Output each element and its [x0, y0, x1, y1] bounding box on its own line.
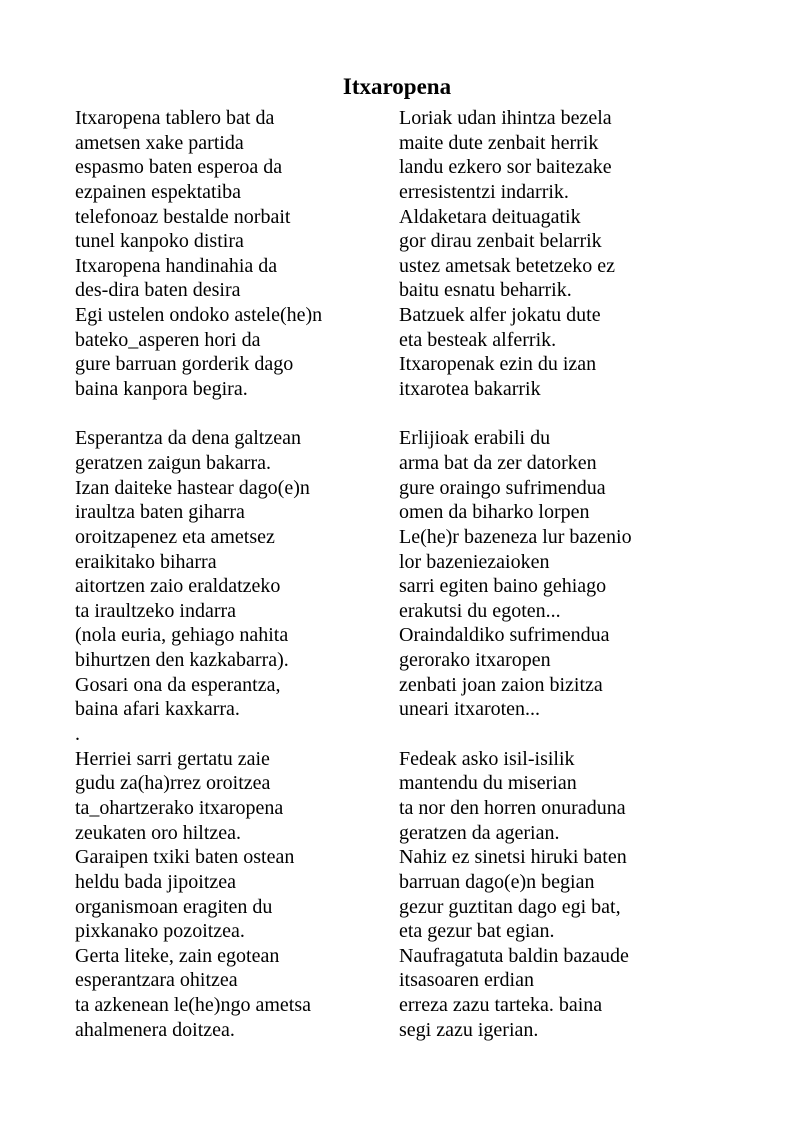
- poem-line: tunel kanpoko distira: [75, 230, 244, 253]
- poem-line: gure oraingo sufrimendua: [399, 476, 606, 499]
- poem-line: gure barruan gorderik dago: [75, 353, 294, 376]
- poem-line: itxarotea bakarrik: [399, 378, 541, 401]
- poem-line: Le(he)r bazeneza lur bazenio: [399, 525, 632, 548]
- poem-columns: [75, 106, 789, 1042]
- poem-line: Nahiz ez sinetsi hiruki baten: [399, 846, 627, 869]
- poem-line: ta azkenean le(he)ngo ametsa: [75, 994, 311, 1017]
- poem-line: iraultza baten giharra: [75, 501, 245, 524]
- poem-column-left: [75, 106, 399, 1042]
- poem-line: geratzen da agerian.: [399, 821, 560, 844]
- poem-title: Itxaropena: [342, 74, 452, 99]
- poem-line: omen da biharko lorpen: [399, 501, 590, 524]
- poem-line: [399, 722, 789, 747]
- poem-line: ta_ohartzerako itxaropena: [75, 796, 284, 819]
- poem-line: ustez ametsak betetzeko ez: [399, 254, 615, 277]
- poem-line: gezur guztitan dago egi bat,: [399, 895, 621, 918]
- poem-line: gerorako itxaropen: [399, 649, 551, 672]
- poem-line: Loriak udan ihintza bezela: [399, 107, 612, 129]
- poem-line: ametsen xake partida: [75, 131, 244, 154]
- poem-line: sarri egiten baino gehiago: [399, 575, 607, 598]
- poem-column-right: [399, 106, 789, 1042]
- poem-line: aitortzen zaio eraldatzeko: [75, 575, 281, 598]
- poem-line: Esperantza da dena galtzean: [75, 427, 301, 450]
- poem-line: Itxaropena tablero bat da: [75, 107, 275, 129]
- poem-line: barruan dago(e)n begian: [399, 870, 595, 893]
- poem-line: itsasoaren erdian: [399, 969, 534, 992]
- poem-line: Garaipen txiki baten ostean: [75, 846, 295, 869]
- poem-line: pixkanako pozoitzea.: [75, 920, 245, 943]
- poem-line: Batzuek alfer jokatu dute: [399, 304, 601, 327]
- poem-line: erreza zazu tarteka. baina: [399, 994, 603, 1017]
- poem-line: bihurtzen den kazkabarra).: [75, 649, 289, 672]
- poem-line: Izan daiteke hastear dago(e)n: [75, 476, 310, 499]
- poem-line: .: [75, 723, 80, 746]
- poem-line: ezpainen espektatiba: [75, 180, 242, 203]
- poem-line: ta nor den horren onuraduna: [399, 796, 626, 819]
- poem-line: maite dute zenbait herrik: [399, 131, 599, 154]
- poem-line: geratzen zaigun bakarra.: [75, 451, 271, 474]
- poem-line: Itxaropenak ezin du izan: [399, 353, 597, 376]
- poem-line: oroitzapenez eta ametsez: [75, 525, 275, 548]
- poem-line: Oraindaldiko sufrimendua: [399, 624, 610, 647]
- poem-line: ta iraultzeko indarra: [75, 599, 237, 622]
- poem-line: bateko_asperen hori da: [75, 328, 261, 351]
- poem-line: Naufragatuta baldin bazaude: [399, 944, 629, 967]
- poem-line: Gosari ona da esperantza,: [75, 673, 281, 696]
- poem-line: landu ezkero sor baitezake: [399, 156, 612, 179]
- poem-line: esperantzara ohitzea: [75, 969, 238, 992]
- poem-line: eraikitako biharra: [75, 550, 217, 573]
- poem-line: Itxaropena handinahia da: [75, 254, 278, 277]
- poem-line: erresistentzi indarrik.: [399, 180, 569, 203]
- poem-line: [399, 402, 789, 427]
- poem-line: uneari itxaroten...: [399, 698, 541, 721]
- poem-line: zeukaten oro hiltzea.: [75, 821, 242, 844]
- poem-line: eta besteak alferrik.: [399, 328, 557, 351]
- poem-line: baina kanpora begira.: [75, 378, 248, 401]
- poem-line: mantendu du miserian: [399, 772, 577, 795]
- poem-line: Gerta liteke, zain egotean: [75, 944, 280, 967]
- poem-line: zenbati joan zaion bizitza: [399, 673, 603, 696]
- poem-line: Erlijioak erabili du: [399, 427, 551, 450]
- poem-line: baitu esnatu beharrik.: [399, 279, 572, 302]
- poem-line: Egi ustelen ondoko astele(he)n: [75, 304, 323, 327]
- poem-line: gudu za(ha)rrez oroitzea: [75, 772, 271, 795]
- poem-line: erakutsi du egoten...: [399, 599, 561, 622]
- poem-line: espasmo baten esperoa da: [75, 156, 283, 179]
- poem-line: eta gezur bat egian.: [399, 920, 555, 943]
- poem-line: segi zazu igerian.: [399, 1018, 539, 1041]
- poem-line: Herriei sarri gertatu zaie: [75, 747, 270, 770]
- poem-line: heldu bada jipoitzea: [75, 870, 237, 893]
- poem-line: Aldaketara deituagatik: [399, 205, 581, 228]
- poem-line: telefonoaz bestalde norbait: [75, 205, 291, 228]
- poem-line: Fedeak asko isil-isilik: [399, 747, 575, 770]
- poem-line: lor bazeniezaioken: [399, 550, 550, 573]
- poem-line: ahalmenera doitzea.: [75, 1018, 235, 1041]
- poem-line: [75, 402, 399, 427]
- poem-line: (nola euria, gehiago nahita: [75, 624, 289, 647]
- poem-line: gor dirau zenbait belarrik: [399, 230, 602, 253]
- poem-line: baina afari kaxkarra.: [75, 698, 240, 721]
- poem-line: des-dira baten desira: [75, 279, 241, 302]
- poem-line: arma bat da zer datorken: [399, 451, 597, 474]
- poem-line: organismoan eragiten du: [75, 895, 273, 918]
